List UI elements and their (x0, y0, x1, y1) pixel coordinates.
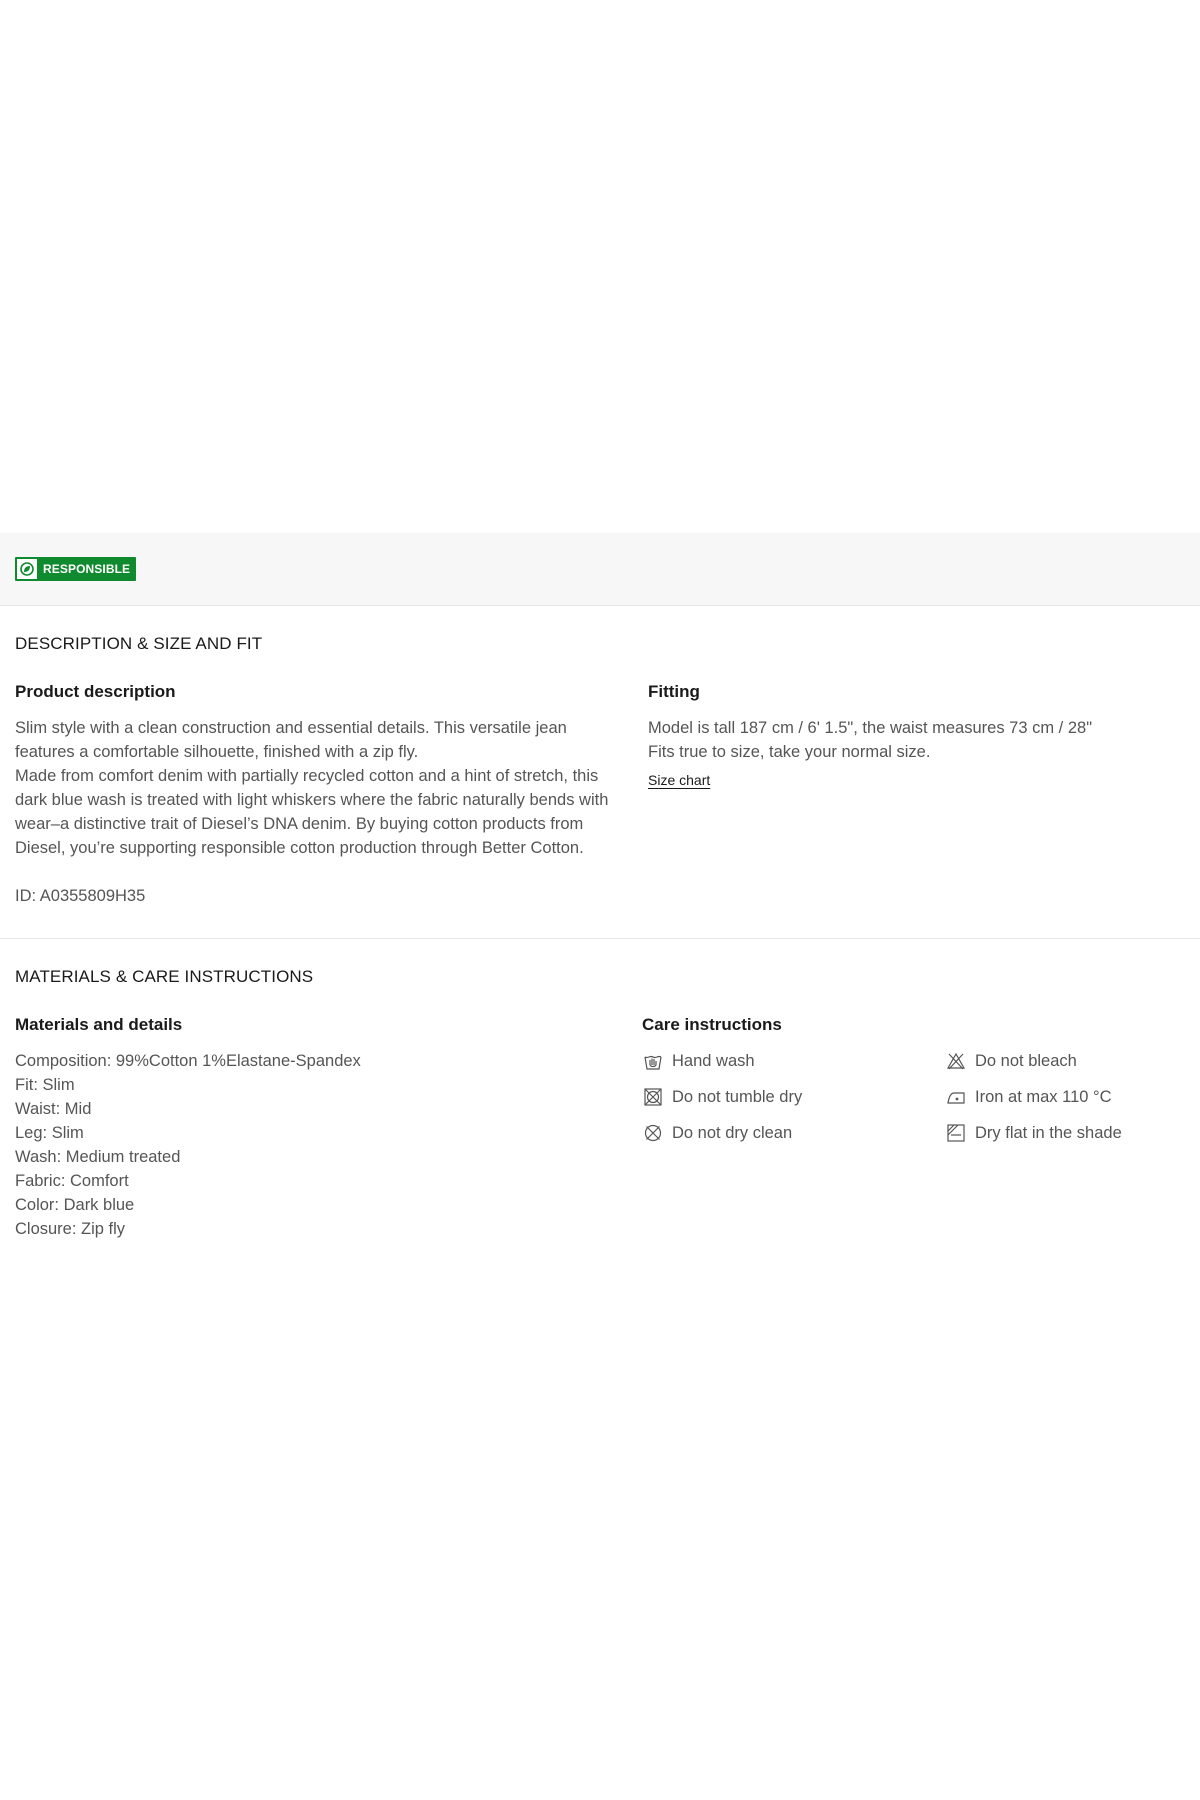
material-item: Fabric: Comfort (15, 1172, 129, 1190)
hand-wash-icon (642, 1050, 664, 1072)
fitting-size-advice: Fits true to size, take your normal size. (648, 743, 931, 761)
material-item: Color: Dark blue (15, 1196, 135, 1214)
badge-bar (0, 533, 1200, 606)
care-instructions (642, 1015, 1185, 1241)
material-item: Leg: Slim (15, 1124, 84, 1142)
material-item: Fit: Slim (15, 1076, 75, 1094)
materials-list (15, 1049, 618, 1241)
fitting (648, 682, 1185, 908)
product-description-paragraph-2: Made from comfort denim with partially recycled cotton and a hint of stretch, this dark blue wash is treated with light whiskers where the fabric naturally bends with wear–a distinctive trait of Diesel’s DNA denim. By buying cotton products from Diesel, you’re supporting responsible cotton production through Better Cotton. (15, 767, 609, 857)
care-item-iron-low (945, 1085, 1185, 1109)
size-chart-link[interactable]: Size chart (648, 772, 711, 788)
description-section-title: DESCRIPTION & SIZE AND FIT (15, 634, 263, 653)
material-item: Wash: Medium treated (15, 1148, 181, 1166)
care-item-label: Do not dry clean (672, 1124, 793, 1142)
materials-heading: Materials and details (15, 1015, 183, 1034)
care-item-do-not-dry-clean (642, 1121, 945, 1145)
care-item-label: Do not tumble dry (672, 1088, 803, 1106)
do-not-dry-clean-icon (642, 1122, 664, 1144)
care-item-label: Do not bleach (975, 1052, 1077, 1070)
responsible-badge-label: RESPONSIBLE (43, 562, 131, 576)
product-id: ID: A0355809H35 (15, 887, 146, 905)
materials-section (0, 939, 1200, 1271)
material-item: Composition: 99%Cotton 1%Elastane-Spandex (15, 1052, 361, 1070)
care-item-do-not-bleach (945, 1049, 1185, 1073)
care-item-label: Hand wash (672, 1052, 755, 1070)
care-item-hand-wash (642, 1049, 945, 1073)
product-description (15, 682, 648, 908)
fitting-heading: Fitting (648, 682, 700, 701)
do-not-bleach-icon (945, 1050, 967, 1072)
product-description-paragraph-1: Slim style with a clean construction and essential details. This versatile jean features a comfortable silhouette, finished with a zip fly. (15, 719, 567, 761)
product-image-area (0, 0, 1200, 533)
care-heading: Care instructions (642, 1015, 782, 1034)
care-item-dry-flat-shade (945, 1121, 1185, 1145)
iron-low-icon (945, 1086, 967, 1108)
product-description-heading: Product description (15, 682, 176, 701)
care-item-label: Dry flat in the shade (975, 1124, 1122, 1142)
leaf-icon (17, 559, 37, 579)
materials-details (15, 1015, 642, 1241)
materials-section-title: MATERIALS & CARE INSTRUCTIONS (15, 967, 314, 986)
material-item: Closure: Zip fly (15, 1220, 126, 1238)
description-section (0, 606, 1200, 939)
material-item: Waist: Mid (15, 1100, 92, 1118)
do-not-tumble-dry-icon (642, 1086, 664, 1108)
dry-flat-shade-icon (945, 1122, 967, 1144)
care-item-label: Iron at max 110 °C (975, 1088, 1112, 1106)
fitting-model-info: Model is tall 187 cm / 6' 1.5", the waist measures 73 cm / 28" (648, 719, 1093, 737)
care-item-do-not-tumble-dry (642, 1085, 945, 1109)
responsible-badge (15, 557, 136, 581)
